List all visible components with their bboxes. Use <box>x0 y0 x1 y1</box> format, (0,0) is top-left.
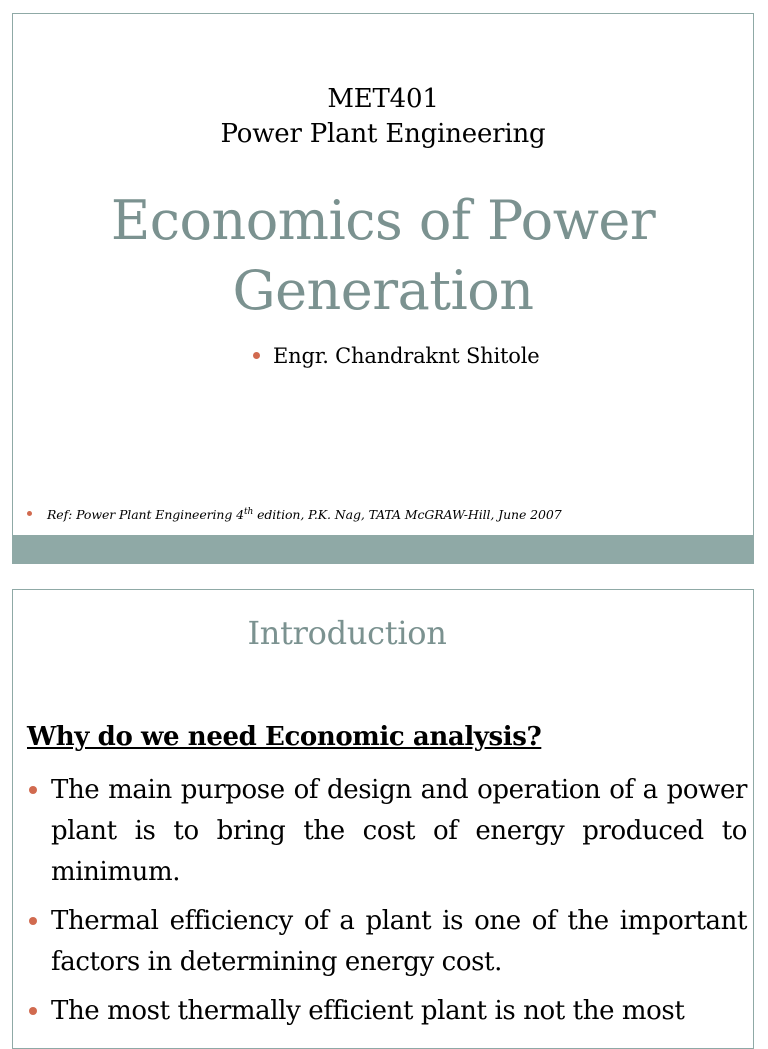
list-item <box>27 901 747 983</box>
slide-title-line-2: Generation <box>232 259 534 322</box>
list-item-text: Thermal efficiency of a plant is one of the important factors in determining energy cost. <box>51 906 747 977</box>
list-item-text: The main purpose of design and operation of a power plant is to bring the cost of energy produced to minimum. <box>51 775 747 887</box>
author-name: Engr. Chandrakn​t Shitole <box>273 344 540 368</box>
bullet-list <box>27 770 747 1040</box>
course-name: Power Plant Engineering <box>220 119 546 149</box>
bullet-icon <box>29 786 37 794</box>
slide-title-text: Introduction <box>247 614 447 652</box>
bullet-icon <box>29 917 37 925</box>
title-slide <box>12 13 754 564</box>
bullet-icon <box>27 511 32 516</box>
bullet-icon <box>253 352 260 359</box>
slide-title <box>13 186 753 326</box>
reference-prefix: Ref: Power Plant Engineering 4 <box>47 507 244 523</box>
list-item <box>27 770 747 893</box>
section-heading: Why do we need Economic analysis? <box>27 722 542 752</box>
list-item <box>27 991 747 1032</box>
reference-bullet <box>27 507 562 522</box>
author-bullet <box>253 344 539 368</box>
footer-band <box>13 535 753 563</box>
slide-title <box>13 614 753 652</box>
reference-superscript: th <box>243 507 254 517</box>
slide-title-line-1: Economics of Power <box>110 189 656 252</box>
list-item-text: The most thermally efficient plant is not the most <box>51 996 685 1026</box>
bullet-icon <box>29 1007 37 1015</box>
introduction-slide <box>12 589 754 1049</box>
reference-suffix: edition, P.K. Nag, TATA McGRAW-Hill, June 2007 <box>253 507 562 523</box>
course-code: MET401 <box>327 84 439 114</box>
